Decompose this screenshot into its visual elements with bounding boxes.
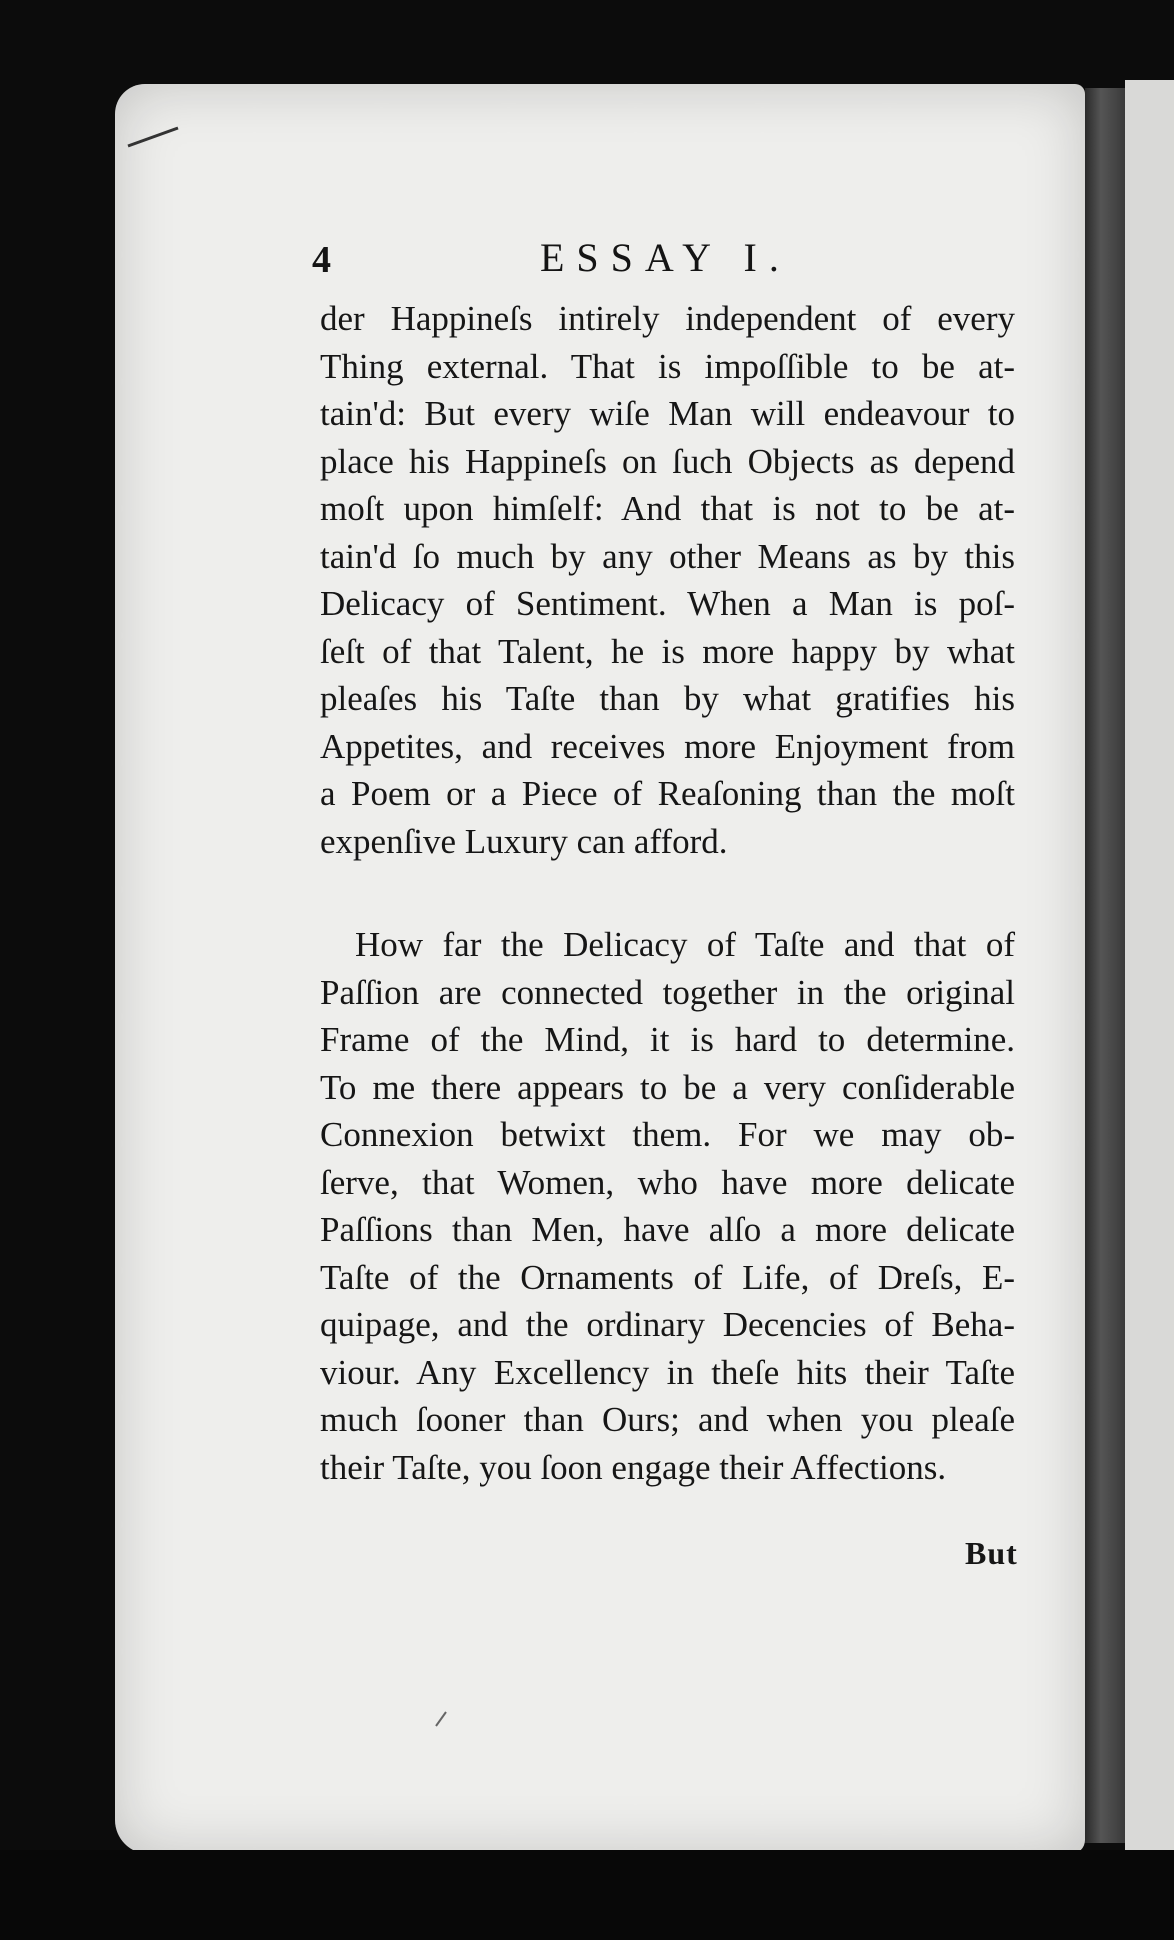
text-line: much ſooner than Ours; and when you pleaſe [320, 1400, 1015, 1439]
text-line: quipage, and the ordinary Decencies of Beha- [320, 1305, 1015, 1344]
text-line: Delicacy of Sentiment. When a Man is poſ- [320, 584, 1015, 623]
text-line: place his Happineſs on ſuch Objects as depend [320, 441, 1015, 481]
text-line: Paſſion are connected together in the original [320, 972, 1015, 1012]
running-head: ESSAY I. [540, 235, 791, 280]
text-line: Appetites, and receives more Enjoyment from [320, 726, 1015, 766]
text-line: How far the Delicacy of Taſte and that of [355, 925, 1015, 964]
text-line: Connexion betwixt them. For we may ob- [320, 1115, 1015, 1154]
text-line: tain'd ſo much by any other Means as by this [320, 536, 1015, 576]
text-line: To me there appears to be a very conſiderable [320, 1067, 1015, 1107]
scan-border-bottom [0, 1850, 1174, 1940]
text-line: tain'd: But every wiſe Man will endeavour to [320, 394, 1015, 433]
text-line: ſerve, that Women, who have more delicate [320, 1162, 1015, 1202]
text-line: Taſte of the Ornaments of Life, of Dreſs, E- [320, 1257, 1015, 1297]
page-number: 4 [312, 239, 331, 281]
text-line: moſt upon himſelf: And that is not to be at- [320, 489, 1015, 528]
text-line: a Poem or a Piece of Reaſoning than the moſt [320, 774, 1015, 813]
catchword: But [965, 1535, 1018, 1571]
text-line: pleaſes his Taſte than by what gratifies his [320, 679, 1015, 718]
text-line: expenſive Luxury can afford. [320, 821, 728, 861]
text-line: Frame of the Mind, it is hard to determine. [320, 1020, 1015, 1059]
paragraph-gap [320, 865, 1015, 921]
text-line: Paſſions than Men, have alſo a more delicate [320, 1210, 1015, 1249]
text-line: Thing external. That is impoſſible to be at- [320, 346, 1015, 386]
text-line: viour. Any Excellency in theſe hits their Taſte [320, 1352, 1015, 1392]
body-text [320, 295, 1015, 1491]
page-header [0, 230, 1174, 290]
text-line: their Taſte, you ſoon engage their Affections. [320, 1447, 947, 1487]
text-line: der Happineſs intirely independent of every [320, 299, 1015, 338]
text-line: ſeſt of that Talent, he is more happy by what [320, 631, 1015, 671]
